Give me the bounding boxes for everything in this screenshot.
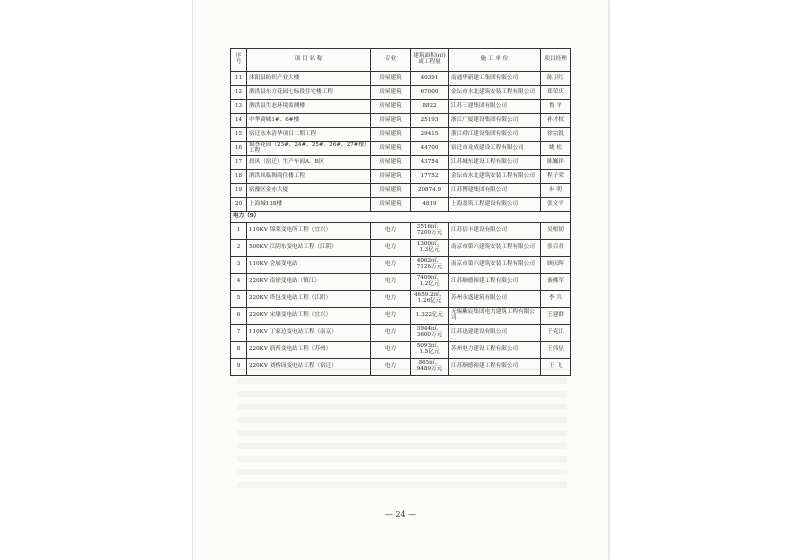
cell-unit: 南京市第六建筑安装工程有限公司 <box>449 240 541 257</box>
cell-scale: 25193 <box>411 114 449 128</box>
cell-manager: 陈巍祥 <box>541 156 571 170</box>
table-row <box>231 308 571 325</box>
cell-category: 电力 <box>371 325 411 342</box>
project-table <box>230 48 571 376</box>
cell-unit: 江苏三建集团有限公司 <box>449 100 541 114</box>
page-number: — 24 — <box>384 510 417 519</box>
cell-category: 房屋建筑 <box>371 170 411 184</box>
table-row <box>231 198 571 212</box>
cell-name: 220KV 南徐变电站（镇江） <box>247 274 371 291</box>
cell-no: 9 <box>231 359 247 376</box>
cell-name: 宿迁水木清华项目二期工程 <box>247 128 371 142</box>
cell-scale: 43754 <box>411 156 449 170</box>
cell-name: 沭阳县纺织产业大楼 <box>247 72 371 86</box>
table-row <box>231 184 571 198</box>
cell-scale: 7409㎡、1.2亿元 <box>411 274 449 291</box>
cell-name: 220KV 宋埭变电站工程（宜兴） <box>247 308 371 325</box>
cell-scale: 865㎡、9489万元 <box>411 359 449 376</box>
section-title: 电力（9） <box>231 212 571 223</box>
cell-unit: 江苏迅建建设有限公司 <box>449 325 541 342</box>
power-section <box>231 212 571 223</box>
cell-category: 房屋建筑 <box>371 198 411 212</box>
cell-scale: 20874.9 <box>411 184 449 198</box>
cell-category: 电力 <box>371 291 411 308</box>
cell-scale: 3516㎡、7200万元 <box>411 223 449 240</box>
table-row <box>231 72 571 86</box>
cell-no: 19 <box>231 184 247 198</box>
cell-category: 房屋建筑 <box>371 184 411 198</box>
cell-no: 17 <box>231 156 247 170</box>
cell-category: 电力 <box>371 223 411 240</box>
table-row <box>231 170 571 184</box>
cell-scale: 40391 <box>411 72 449 86</box>
building-rows <box>231 72 571 212</box>
cell-manager: 孙才权 <box>541 114 571 128</box>
table-row <box>231 86 571 100</box>
header-scale: 建筑面积(㎡)或工程量 <box>411 49 449 72</box>
cell-category: 房屋建筑 <box>371 128 411 142</box>
cell-unit: 江苏信丰建设有限公司 <box>449 223 541 240</box>
cell-category: 房屋建筑 <box>371 114 411 128</box>
cell-unit: 浙江舜江建设集团有限公司 <box>449 128 541 142</box>
table-row <box>231 223 571 240</box>
cell-category: 房屋建筑 <box>371 156 411 170</box>
cell-no: 8 <box>231 342 247 359</box>
cell-manager: 徐宗锐 <box>541 128 571 142</box>
cell-manager: 王伟星 <box>541 342 571 359</box>
cell-manager: 于克江 <box>541 325 571 342</box>
header-category: 专业 <box>371 49 411 72</box>
cell-manager: 程子荣 <box>541 170 571 184</box>
table-row <box>231 359 571 376</box>
cell-no: 5 <box>231 291 247 308</box>
cell-manager: 步 明 <box>541 184 571 198</box>
cell-name: 晨风（宿迁）生产车间A、B区 <box>247 156 371 170</box>
cell-category: 电力 <box>371 257 411 274</box>
cell-no: 1 <box>231 223 247 240</box>
cell-manager: 郑荣庆 <box>541 86 571 100</box>
cell-scale: 3944㎡、3600万元 <box>411 325 449 342</box>
header-no: 序号 <box>231 49 247 72</box>
cell-manager: 张文平 <box>541 198 571 212</box>
cell-unit: 苏州电力建设工程有限公司 <box>449 342 541 359</box>
cell-scale: 17752 <box>411 170 449 184</box>
cell-unit: 南京市第六建筑安装工程有限公司 <box>449 257 541 274</box>
cell-unit: 江苏博建集团有限公司 <box>449 184 541 198</box>
cell-scale: 44700 <box>411 142 449 156</box>
cell-no: 12 <box>231 86 247 100</box>
cell-no: 14 <box>231 114 247 128</box>
cell-name: 中华商城1#、6#楼 <box>247 114 371 128</box>
cell-name: 泗洪凤临阁商住楼工程 <box>247 170 371 184</box>
show-through-shadow <box>237 368 567 488</box>
table-row <box>231 274 571 291</box>
header-unit: 施 工 单 位 <box>449 49 541 72</box>
cell-manager: 姚 松 <box>541 142 571 156</box>
cell-manager: 秦佛军 <box>541 274 571 291</box>
cell-unit: 宿迁市龙成建设工程有限公司 <box>449 142 541 156</box>
cell-unit: 江苏城东建设工程有限公司 <box>449 156 541 170</box>
cell-no: 4 <box>231 274 247 291</box>
cell-category: 电力 <box>371 240 411 257</box>
cell-manager: 陈卫红 <box>541 72 571 86</box>
cell-unit: 江苏顺德裕建工程有限公司 <box>449 359 541 376</box>
cell-category: 房屋建筑 <box>371 100 411 114</box>
table-row <box>231 100 571 114</box>
cell-scale: 29415 <box>411 128 449 142</box>
cell-name: 泗洪县生态环境监测楼 <box>247 100 371 114</box>
header-name: 项 目 名 称 <box>247 49 371 72</box>
cell-category: 房屋建筑 <box>371 72 411 86</box>
table-row <box>231 114 571 128</box>
cell-scale: 4062㎡、7126万元 <box>411 257 449 274</box>
cell-no: 7 <box>231 325 247 342</box>
section-row <box>231 212 571 223</box>
cell-manager: 王 飞 <box>541 359 571 376</box>
cell-name: 220KV 润苔变电站工程（苏州） <box>247 342 371 359</box>
cell-unit: 浙江广厦建设集团有限公司 <box>449 114 541 128</box>
cell-name: 上海城118楼 <box>247 198 371 212</box>
cell-category: 电力 <box>371 342 411 359</box>
cell-name: 锦荟花园（23#、24#、25#、26#、27#楼）工程 <box>247 142 371 156</box>
cell-no: 13 <box>231 100 247 114</box>
cell-no: 6 <box>231 308 247 325</box>
cell-no: 18 <box>231 170 247 184</box>
cell-scale: 4819 <box>411 198 449 212</box>
cell-name: 宿豫区金亦大厦 <box>247 184 371 198</box>
cell-unit: 上海盖筑工程建设有限公司 <box>449 198 541 212</box>
cell-no: 15 <box>231 128 247 142</box>
cell-no: 16 <box>231 142 247 156</box>
cell-scale: 1.322亿元 <box>411 308 449 325</box>
cell-manager: 王建群 <box>541 308 571 325</box>
cell-no: 11 <box>231 72 247 86</box>
table-row <box>231 240 571 257</box>
cell-name: 110KV 会展变电站 <box>247 257 371 274</box>
cell-name: 220KV 塔包变电站工程（江阴） <box>247 291 371 308</box>
cell-category: 电力 <box>371 359 411 376</box>
table-header-row <box>231 49 571 72</box>
cell-unit: 无锡紫宸集团电力建筑工程有限公司 <box>449 308 541 325</box>
power-rows <box>231 223 571 376</box>
cell-category: 电力 <box>371 274 411 291</box>
cell-no: 2 <box>231 240 247 257</box>
table-row <box>231 291 571 308</box>
cell-no: 20 <box>231 198 247 212</box>
header-manager: 项目经理 <box>541 49 571 72</box>
cell-manager: 鲁 平 <box>541 100 571 114</box>
cell-scale: 5093㎡、1.5亿元 <box>411 342 449 359</box>
table-row <box>231 128 571 142</box>
cell-category: 房屋建筑 <box>371 142 411 156</box>
cell-manager: 张百君 <box>541 240 571 257</box>
cell-name: 220KV 刘桥园变电站工程（宿迁） <box>247 359 371 376</box>
cell-unit: 南通华新建工集团有限公司 <box>449 72 541 86</box>
cell-name: 500KV 江阴东变电站工程（江阴） <box>247 240 371 257</box>
table-row <box>231 257 571 274</box>
cell-scale: 67000 <box>411 86 449 100</box>
cell-unit: 苏州永盛建筑有限公司 <box>449 291 541 308</box>
document-page <box>193 0 608 560</box>
cell-name: 泗洪县东方花园七标段住宅楼工程 <box>247 86 371 100</box>
cell-unit: 江苏顺德裕建工程有限公司 <box>449 274 541 291</box>
cell-category: 电力 <box>371 308 411 325</box>
cell-manager: 李 兵 <box>541 291 571 308</box>
cell-scale: 4659.2㎡、1.26亿元 <box>411 291 449 308</box>
cell-unit: 金坛市水北建筑安装工程有限公司 <box>449 86 541 100</box>
cell-scale: 8822 <box>411 100 449 114</box>
cell-scale: 1300㎡、1.3亿元 <box>411 240 449 257</box>
cell-manager: 吴根韧 <box>541 223 571 240</box>
cell-manager: 顾庆晖 <box>541 257 571 274</box>
cell-no: 3 <box>231 257 247 274</box>
table-row <box>231 156 571 170</box>
table-row <box>231 325 571 342</box>
cell-unit: 金坛市水北建筑安装工程有限公司 <box>449 170 541 184</box>
table-row <box>231 142 571 156</box>
cell-name: 110KV 锦莱变电所工程（宜兴） <box>247 223 371 240</box>
table-row <box>231 342 571 359</box>
cell-category: 房屋建筑 <box>371 86 411 100</box>
cell-name: 110KV 丁家边变电站工程（南京） <box>247 325 371 342</box>
